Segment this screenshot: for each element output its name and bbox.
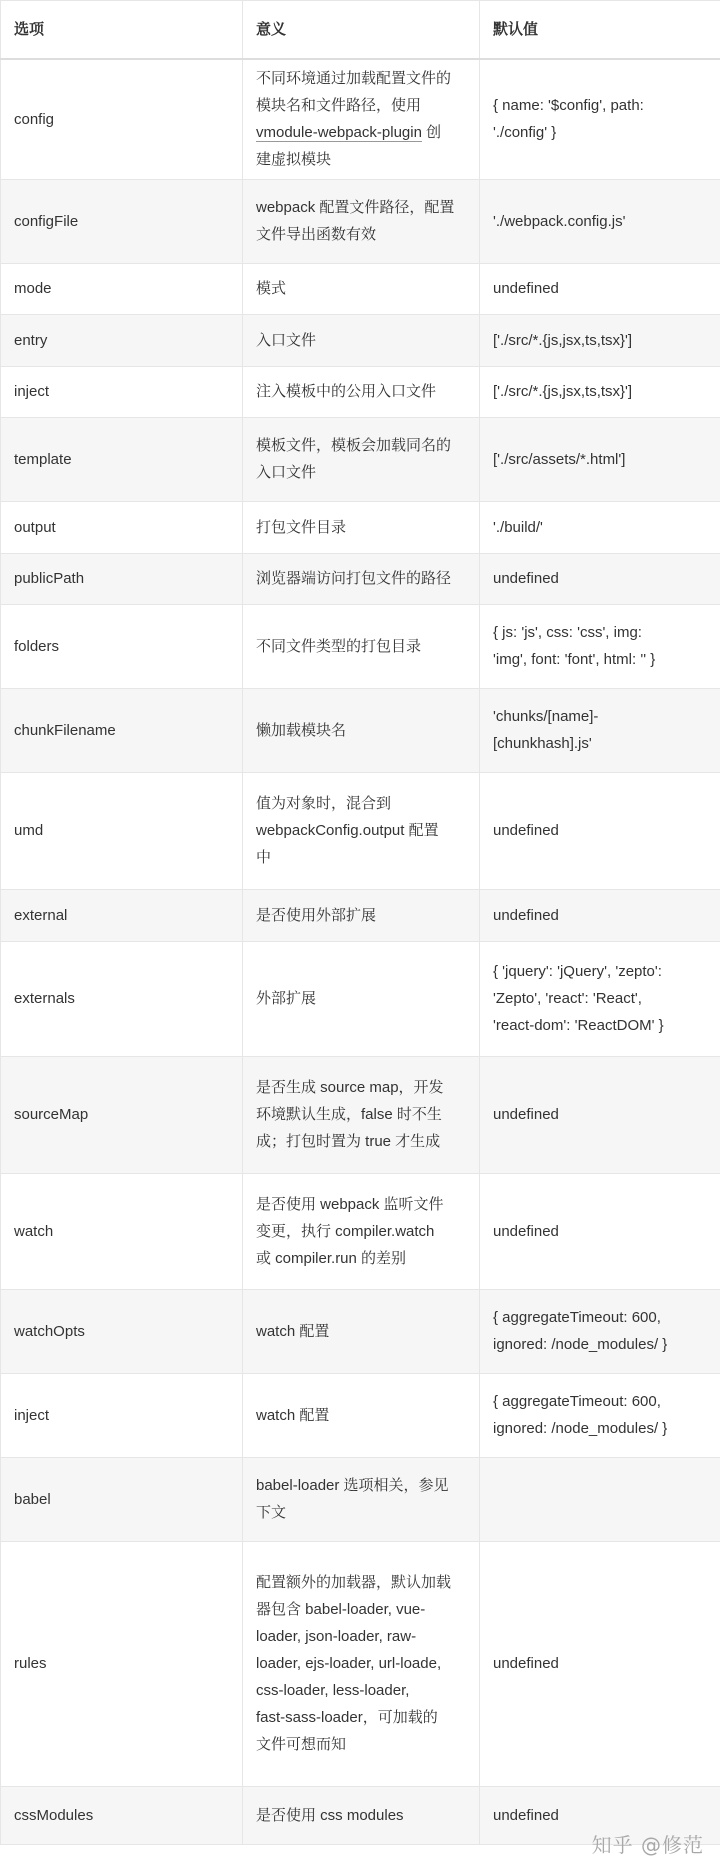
table-header-row <box>1 1 720 60</box>
default-cell <box>480 1056 720 1173</box>
table-row <box>1 1373 720 1457</box>
meaning-line: 中 <box>256 849 272 866</box>
default-line: { 'jquery': 'jQuery', 'zepto': <box>493 963 662 980</box>
watermark: 知乎 @修范 <box>591 1833 704 1857</box>
meaning-line: 建虚拟模块 <box>256 151 332 169</box>
default-line: 'react-dom': 'ReactDOM' } <box>493 1017 664 1034</box>
meaning-cell <box>243 501 480 553</box>
default-line: 'chunks/[name]- <box>493 708 599 725</box>
default-line: { name: '$config', path: <box>493 97 644 115</box>
meaning-line: 配置额外的加载器，默认加载 <box>256 1574 452 1591</box>
default-cell <box>480 1373 720 1457</box>
meaning-cell <box>243 1457 480 1541</box>
meaning-cell <box>243 688 480 772</box>
table-row <box>1 553 720 604</box>
meaning-cell <box>243 1541 480 1786</box>
default-line: [chunkhash].js' <box>493 735 592 752</box>
meaning-line: 值为对象时，混合到 <box>256 795 392 812</box>
meaning-line: 或 compiler.run 的差别 <box>256 1249 407 1267</box>
default-line: ['./src/*.{js,jsx,ts,tsx}'] <box>493 331 633 349</box>
meaning-line: 入口文件 <box>256 464 317 481</box>
table-row <box>1 366 720 417</box>
meaning-line: 不同环境通过加载配置文件的 <box>256 70 452 88</box>
meaning-line: 模式 <box>256 280 287 297</box>
meaning-line: 浏览器端访问打包文件的路径 <box>256 570 452 587</box>
option-cell: chunkFilename <box>1 688 243 772</box>
meaning-cell <box>243 604 480 688</box>
plugin-link[interactable]: vmodule-webpack-plugin <box>256 124 422 142</box>
option-cell: inject <box>1 1373 243 1457</box>
meaning-line: watch 配置 <box>256 1322 330 1340</box>
meaning-line: 注入模板中的公用入口文件 <box>256 383 437 400</box>
meaning-cell <box>243 263 480 314</box>
table-row <box>1 889 720 941</box>
default-cell <box>480 263 720 314</box>
meaning-line: 不同文件类型的打包目录 <box>256 637 422 655</box>
default-cell <box>480 688 720 772</box>
default-line: undefined <box>493 570 559 587</box>
meaning-cell <box>243 1373 480 1457</box>
table-row <box>1 1541 720 1786</box>
meaning-line: 是否使用 webpack 监听文件 <box>256 1195 444 1213</box>
table-row <box>1 772 720 889</box>
default-line: 'img', font: 'font', html: '' } <box>493 651 656 668</box>
table-row <box>1 688 720 772</box>
table-row <box>1 604 720 688</box>
meaning-line: loader, ejs-loader, url-loade, <box>256 1655 442 1672</box>
meaning-line: 外部扩展 <box>256 990 317 1007</box>
header-default: 默认值 <box>480 1 720 60</box>
meaning-line: 环境默认生成，false 时不生 <box>256 1106 442 1123</box>
meaning-line: 器包含 babel-loader, vue- <box>256 1601 426 1618</box>
option-cell: external <box>1 889 243 941</box>
meaning-line: 是否使用外部扩展 <box>256 906 377 924</box>
default-line: undefined <box>493 1655 559 1672</box>
meaning-cell <box>243 366 480 417</box>
meaning-cell <box>243 1786 480 1844</box>
default-line: ['./src/assets/*.html'] <box>493 450 626 468</box>
default-line: ['./src/*.{js,jsx,ts,tsx}'] <box>493 383 633 400</box>
meaning-cell <box>243 314 480 366</box>
option-cell: umd <box>1 772 243 889</box>
meaning-line: 打包文件目录 <box>256 518 347 536</box>
table-row <box>1 1289 720 1373</box>
meaning-line: loader, json-loader, raw- <box>256 1628 417 1645</box>
option-cell: mode <box>1 263 243 314</box>
default-line: ignored: /node_modules/ } <box>493 1336 668 1353</box>
table-row <box>1 263 720 314</box>
default-cell <box>480 1173 720 1289</box>
table-row <box>1 501 720 553</box>
default-cell <box>480 553 720 604</box>
table-row <box>1 314 720 366</box>
default-line: ignored: /node_modules/ } <box>493 1420 668 1437</box>
table-row <box>1 59 720 179</box>
meaning-line: 模块名和文件路径，使用 <box>256 97 422 115</box>
meaning-line: webpack 配置文件路径，配置 <box>256 199 455 216</box>
option-cell: sourceMap <box>1 1056 243 1173</box>
table-row <box>1 1457 720 1541</box>
default-cell <box>480 314 720 366</box>
default-line: './webpack.config.js' <box>493 212 626 230</box>
meaning-line: 下文 <box>256 1504 287 1521</box>
meaning-line: webpackConfig.output 配置 <box>256 822 439 839</box>
meaning-cell <box>243 553 480 604</box>
default-cell <box>480 772 720 889</box>
default-cell <box>480 604 720 688</box>
option-cell: inject <box>1 366 243 417</box>
default-line: './config' } <box>493 124 557 142</box>
meaning-line: 变更，执行 compiler.watch <box>256 1222 435 1240</box>
option-cell: template <box>1 417 243 501</box>
meaning-line: babel-loader 选项相关，参见 <box>256 1477 449 1494</box>
default-cell <box>480 417 720 501</box>
option-cell: watchOpts <box>1 1289 243 1373</box>
option-cell: rules <box>1 1541 243 1786</box>
option-cell: configFile <box>1 179 243 263</box>
option-cell: entry <box>1 314 243 366</box>
default-cell <box>480 889 720 941</box>
meaning-line: 懒加载模块名 <box>256 721 347 739</box>
meaning-cell <box>243 772 480 889</box>
default-cell <box>480 501 720 553</box>
meaning-line: 是否使用 css modules <box>256 1806 404 1824</box>
option-cell: externals <box>1 941 243 1056</box>
option-cell: folders <box>1 604 243 688</box>
option-cell: cssModules <box>1 1786 243 1844</box>
default-cell <box>480 1541 720 1786</box>
table-row <box>1 417 720 501</box>
table-row <box>1 1173 720 1289</box>
default-cell <box>480 941 720 1056</box>
meaning-cell <box>243 1289 480 1373</box>
option-cell: config <box>1 59 243 179</box>
header-meaning: 意义 <box>243 1 480 60</box>
default-line: { js: 'js', css: 'css', img: <box>493 624 642 641</box>
default-line: { aggregateTimeout: 600, <box>493 1393 661 1410</box>
meaning-line: 成；打包时置为 true 才生成 <box>256 1133 441 1150</box>
default-line: './build/' <box>493 518 543 536</box>
option-cell: publicPath <box>1 553 243 604</box>
option-cell: output <box>1 501 243 553</box>
meaning-line: 是否生成 source map，开发 <box>256 1079 444 1096</box>
meaning-line: watch 配置 <box>256 1406 330 1424</box>
table-row <box>1 1056 720 1173</box>
table-row <box>1 179 720 263</box>
default-cell <box>480 1457 720 1541</box>
header-option: 选项 <box>1 1 243 60</box>
option-cell: watch <box>1 1173 243 1289</box>
default-cell <box>480 59 720 179</box>
meaning-cell <box>243 417 480 501</box>
meaning-line: 文件导出函数有效 <box>256 226 377 243</box>
default-line: undefined <box>493 1106 559 1123</box>
meaning-cell <box>243 941 480 1056</box>
default-cell <box>480 179 720 263</box>
meaning-line: 模板文件，模板会加载同名的 <box>256 437 452 454</box>
default-line: 'Zepto', 'react': 'React', <box>493 990 642 1007</box>
meaning-cell <box>243 889 480 941</box>
meaning-line: fast-sass-loader，可加载的 <box>256 1709 438 1726</box>
meaning-cell <box>243 179 480 263</box>
default-line: undefined <box>493 906 559 924</box>
meaning-line: vmodule-webpack-plugin 创 <box>256 124 442 142</box>
option-cell: babel <box>1 1457 243 1541</box>
default-cell <box>480 1289 720 1373</box>
meaning-line: 文件可想而知 <box>256 1736 347 1753</box>
default-line: { aggregateTimeout: 600, <box>493 1309 661 1326</box>
default-line: undefined <box>493 1806 559 1824</box>
meaning-cell <box>243 1056 480 1173</box>
meaning-cell <box>243 1173 480 1289</box>
table-row <box>1 941 720 1056</box>
meaning-cell <box>243 59 480 179</box>
default-line: undefined <box>493 1222 559 1240</box>
meaning-line: 入口文件 <box>256 331 317 349</box>
meaning-line: css-loader, less-loader, <box>256 1682 410 1699</box>
default-line: undefined <box>493 822 559 839</box>
default-line: undefined <box>493 280 559 297</box>
default-cell <box>480 366 720 417</box>
